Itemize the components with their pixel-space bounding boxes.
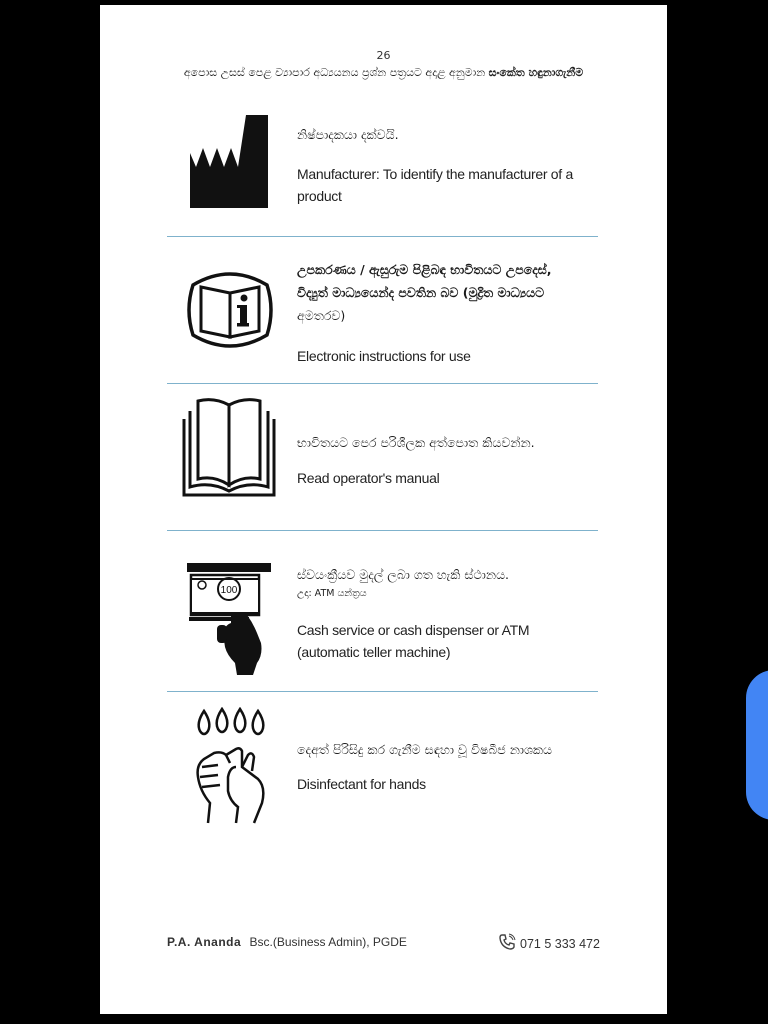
divider xyxy=(167,383,598,384)
phone-icon xyxy=(498,933,516,954)
divider xyxy=(167,236,598,237)
entry-sinhala-text: නිෂ්පාදකයා දක්වයි. xyxy=(297,127,399,142)
entry-sinhala-text: ස්වයංක්‍රීයව මුදල් ලබා ගත හැකි ස්ථානය. xyxy=(297,567,510,582)
entry-sinhala-text: භාවිතයට පෙර පරිශීලක අත්පොත කියවන්න. xyxy=(297,435,535,450)
footer-phone xyxy=(498,933,600,954)
entry-english-text: Read operator's manual xyxy=(297,470,440,486)
divider xyxy=(167,530,598,531)
side-panel-tab[interactable] xyxy=(746,670,768,820)
page-number: 26 xyxy=(376,49,391,62)
footer-author: P.A. Ananda xyxy=(167,935,242,949)
chapter-header-emphasis: සංකේත හඳුනාගැනීම xyxy=(488,66,584,79)
banknote-value: 100 xyxy=(220,585,238,596)
sinhala-line: අමතරව) xyxy=(297,308,346,323)
sinhala-line: විද්‍යුත් මාධ්‍යයෙන්ද පවතින බව (මුද්‍රිත මාධ්‍යයට xyxy=(297,285,545,300)
entry-english-text: Disinfectant for hands xyxy=(297,776,426,792)
chapter-header-prefix: අපොස උසස් පෙළ ව්‍යාපාර අධ්‍යයනය ප්‍රශ්න පත්‍රයට අදාළ අනුමාන xyxy=(183,66,486,79)
open-manual-icon xyxy=(182,397,276,499)
factory-icon xyxy=(190,115,270,209)
entry-english-text: Electronic instructions for use xyxy=(297,348,471,364)
chapter-header xyxy=(100,66,667,80)
divider xyxy=(167,691,598,692)
entry-english-text: Cash service or cash dispenser or ATM (automatic teller machine) xyxy=(297,622,530,660)
entry-english-label: Manufacturer: xyxy=(297,166,380,182)
atm-cash-icon xyxy=(187,563,271,675)
entry-english-description: To identify the manufacturer of a product xyxy=(297,166,573,204)
entry-sinhala-text: දෙඅත් පිරිසිදු කර ගැනීම සඳහා වූ විෂබීජ නාශකය xyxy=(297,742,553,757)
entry-sinhala-text xyxy=(297,258,597,327)
footer-phone-number: 071 5 333 472 xyxy=(520,936,600,951)
footer-credentials: Bsc.(Business Admin), PGDE xyxy=(249,935,407,949)
sinhala-line: උපකරණය / ඇසුරුම පිළිබඳ භාවිතයට උපදෙස්, xyxy=(297,262,552,277)
info-book-icon xyxy=(185,265,275,355)
document-page xyxy=(100,5,667,1014)
hand-disinfectant-icon xyxy=(192,707,272,825)
entry-english-text xyxy=(297,163,587,207)
entry-sinhala-example: උදා: ATM යන්ත්‍රය xyxy=(297,588,367,599)
page-footer xyxy=(167,935,407,949)
